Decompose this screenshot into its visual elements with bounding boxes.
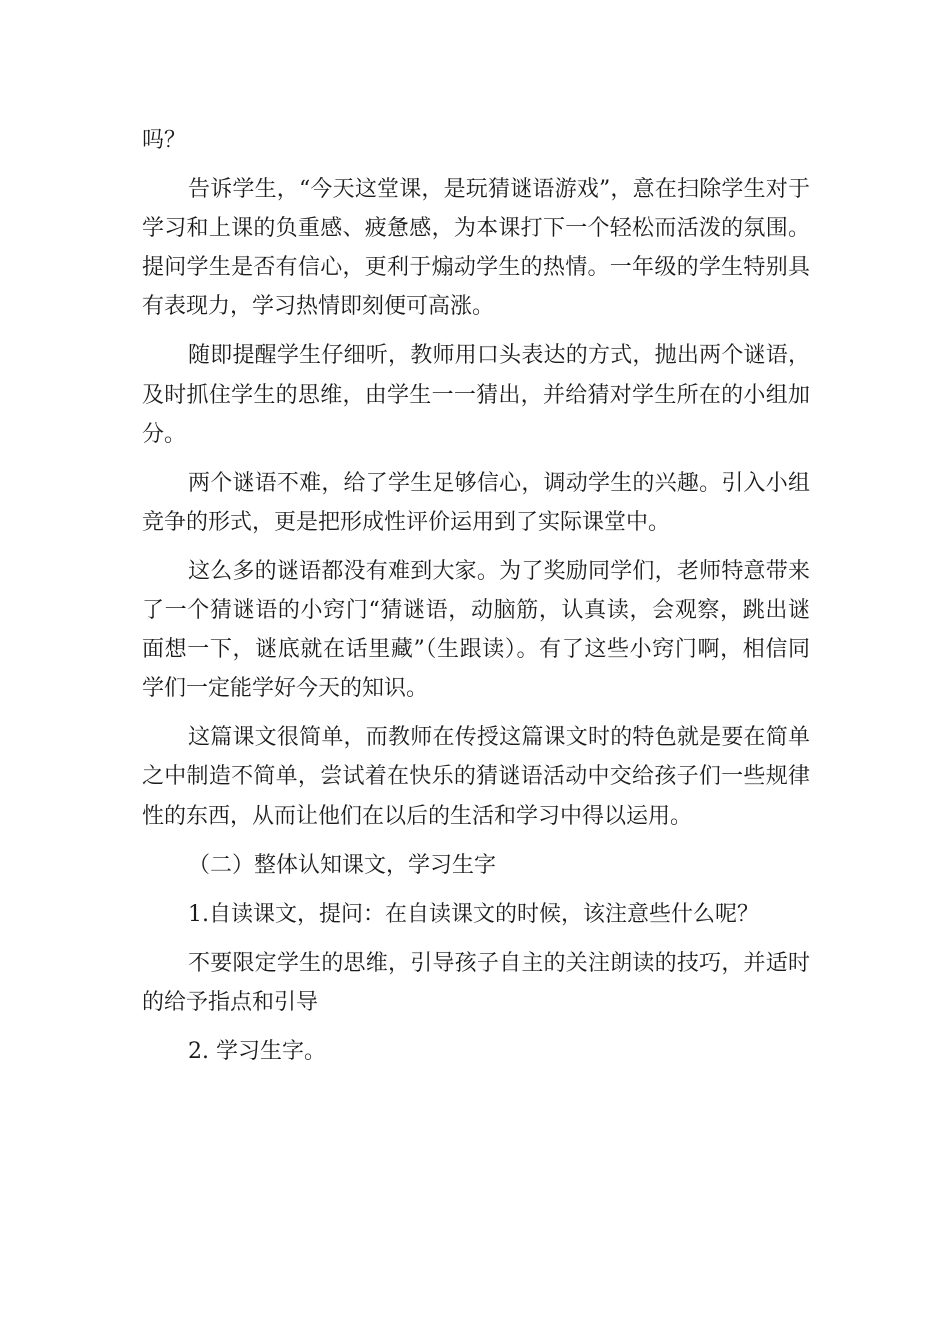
document-body [142, 121, 810, 1081]
paragraph-riddle-game-intro: 告诉学生，“今天这堂课，是玩猜谜语游戏”，意在扫除学生对于学习和上课的负重感、疲惫感，为本课打下一个轻松而活泼的氛围。提问学生是否有信心，更利于煽动学生的热情。一年级的学生特别具有表现力，学习热情即刻便可高涨。 [142, 177, 810, 320]
paragraph-riddle-tips: 这么多的谜语都没有难到大家。为了奖励同学们，老师特意带来了一个猜谜语的小窍门“猜谜语，动脑筋，认真读，会观察，跳出谜面想一下，谜底就在话里藏”（生跟读）。有了这些小窍门啊，相信同学们一定能学好今天的知识。 [142, 558, 810, 702]
paragraph-self-reading: 1.自读课文，提问：在自读课文的时候，该注意些什么呢？ [188, 901, 759, 927]
paragraph-guidance: 不要限定学生的思维，引导孩子自主的关注朗读的技巧，并适时的给予指点和引导 [142, 950, 810, 1015]
section-heading: （二）整体认知课文，学习生字 [188, 852, 497, 878]
paragraph-teacher-riddles: 随即提醒学生仔细听，教师用口头表达的方式，抛出两个谜语，及时抓住学生的思维，由学生一一猜出，并给猜对学生所在的小组加分。 [142, 343, 810, 447]
paragraph-group-competition: 两个谜语不难，给了学生足够信心，调动学生的兴趣。引入小组竞争的形式，更是把形成性评价运用到了实际课堂中。 [142, 470, 810, 535]
paragraph-continuation: 吗？ [142, 128, 187, 153]
paragraph-learn-characters: 2. 学习生字。 [188, 1038, 326, 1064]
paragraph-lesson-feature: 这篇课文很简单，而教师在传授这篇课文时的特色就是要在简单之中制造不简单，尝试着在快乐的猜谜语活动中交给孩子们一些规律性的东西，从而让他们在以后的生活和学习中得以运用。 [142, 725, 810, 829]
